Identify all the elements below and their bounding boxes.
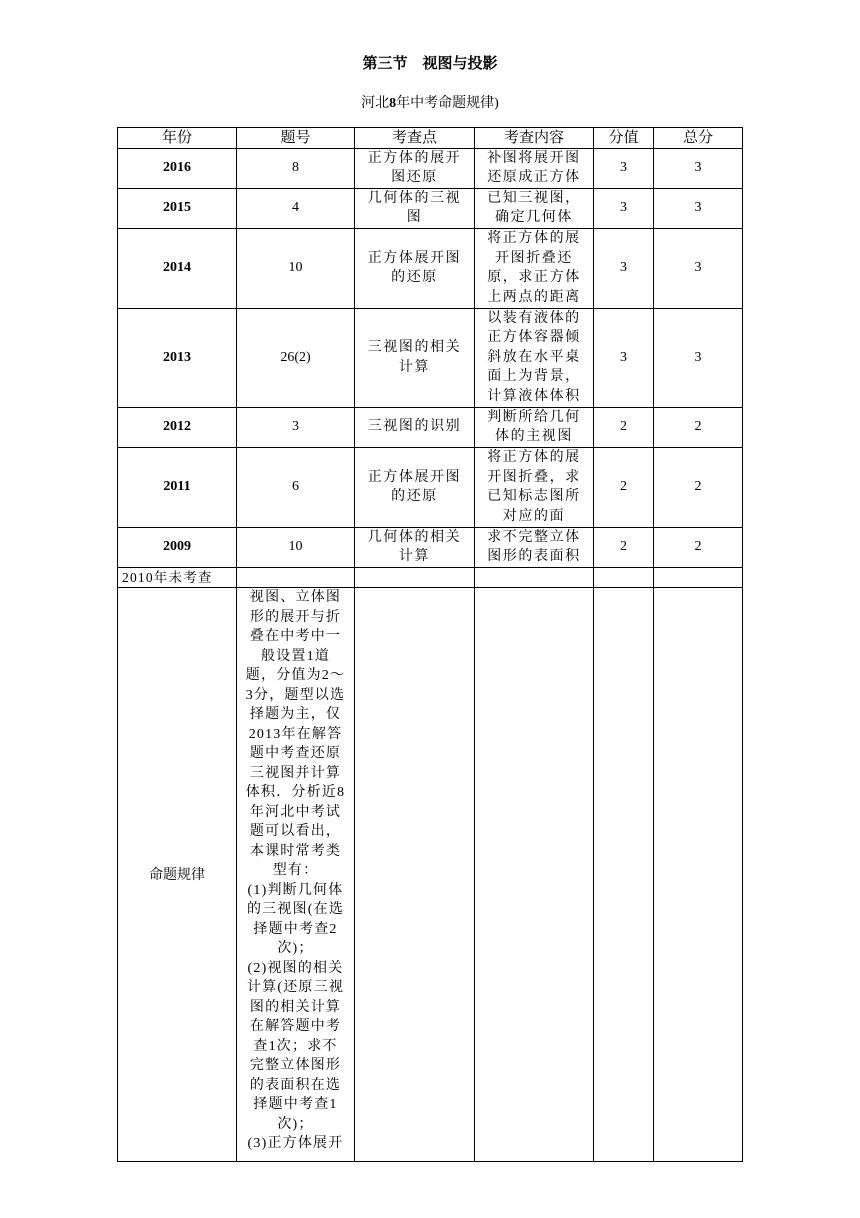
empty-cell xyxy=(355,567,475,588)
rule-text-line: 叠在中考中一 xyxy=(249,629,342,644)
score-cell: 3 xyxy=(594,228,654,308)
content-cell xyxy=(475,228,594,308)
number-cell: 10 xyxy=(237,527,355,567)
content-line: 原，求正方体 xyxy=(487,270,581,285)
empty-cell xyxy=(237,567,355,588)
col-header-score: 分值 xyxy=(594,128,654,149)
col-header-number: 题号 xyxy=(237,128,355,149)
point-line: 正方体展开图 xyxy=(367,250,462,266)
point-line: 计算 xyxy=(398,359,431,375)
rule-text-line: 形的展开与折 xyxy=(249,609,342,625)
rule-text-line: 的表面积在选 xyxy=(249,1077,342,1093)
content-line: 求不完整立体 xyxy=(487,529,581,545)
content-line: 确定几何体 xyxy=(495,210,573,225)
total-cell: 3 xyxy=(654,308,743,407)
content-line: 正方体容器倾 xyxy=(487,330,581,346)
rule-text-line: 次)； xyxy=(277,941,314,956)
table-row xyxy=(118,527,743,567)
rule-text-line: 本课时常考类 xyxy=(249,843,342,859)
table-row xyxy=(118,148,743,188)
score-cell: 2 xyxy=(594,407,654,447)
subtitle-number: 8 xyxy=(389,96,397,111)
number-cell: 6 xyxy=(237,447,355,527)
number-cell: 26(2) xyxy=(237,308,355,407)
table-row xyxy=(118,308,743,407)
point-line: 正方体展开图 xyxy=(367,469,462,485)
content-line: 已知标志图所 xyxy=(487,489,581,504)
point-line: 三视图的识别 xyxy=(367,419,462,435)
point-line: 几何体的三视 xyxy=(367,190,462,206)
empty-cell xyxy=(355,588,475,1162)
content-line: 开图折叠还 xyxy=(495,250,573,266)
table-row xyxy=(118,407,743,447)
total-cell: 2 xyxy=(654,447,743,527)
content-line: 计算液体体积 xyxy=(487,388,581,404)
point-cell xyxy=(355,308,475,407)
table-row xyxy=(118,447,743,527)
rule-text-line: 计算(还原三视 xyxy=(246,980,345,995)
content-line: 图形的表面积 xyxy=(487,549,581,564)
empty-cell xyxy=(475,588,594,1162)
content-cell xyxy=(475,188,594,228)
score-cell: 2 xyxy=(594,447,654,527)
year-cell: 2014 xyxy=(118,228,237,308)
rule-text-line: 视图、立体图 xyxy=(249,590,342,605)
total-cell: 3 xyxy=(654,228,743,308)
score-cell: 2 xyxy=(594,527,654,567)
content-line: 斜放在水平桌 xyxy=(487,349,581,365)
rule-text-line: 般设置1道 xyxy=(261,648,330,664)
content-cell xyxy=(475,527,594,567)
number-cell: 3 xyxy=(237,407,355,447)
rule-text-line: 的三视图(在选 xyxy=(246,902,345,917)
rule-text-line: 题可以看出， xyxy=(249,824,342,839)
rule-label-cell: 命题规律 xyxy=(118,588,237,1162)
rule-text-line: (1)判断几何体 xyxy=(247,882,344,898)
rule-text-line: 次)； xyxy=(277,1116,314,1132)
table-row xyxy=(118,228,743,308)
rule-text-line: 完整立体图形 xyxy=(249,1058,342,1073)
rule-text-line: 题中考查还原 xyxy=(249,746,342,761)
score-cell: 3 xyxy=(594,308,654,407)
rule-text-line: 型有： xyxy=(272,863,319,878)
score-cell: 3 xyxy=(594,148,654,188)
content-line: 以装有液体的 xyxy=(487,310,581,326)
rule-text-line: (2)视图的相关 xyxy=(247,960,344,976)
empty-cell xyxy=(594,567,654,588)
rule-text-line: 3分，题型以选 xyxy=(245,687,346,703)
rule-text-line: 年河北中考试 xyxy=(249,804,342,820)
year-cell: 2009 xyxy=(118,527,237,567)
point-line: 图还原 xyxy=(391,170,438,185)
content-line: 还原成正方体 xyxy=(487,170,581,185)
total-cell: 3 xyxy=(654,148,743,188)
table-row xyxy=(118,188,743,228)
point-line: 图 xyxy=(406,210,423,225)
content-line: 对应的面 xyxy=(502,508,566,524)
section-title: 第三节 视图与投影 xyxy=(362,55,498,72)
point-line: 几何体的相关 xyxy=(367,529,462,545)
score-cell: 3 xyxy=(594,188,654,228)
content-line: 将正方体的展 xyxy=(487,450,581,465)
col-header-year: 年份 xyxy=(118,128,237,149)
number-cell: 10 xyxy=(237,228,355,308)
rule-text-line: 择题为主，仅 xyxy=(249,707,342,722)
exam-pattern-table xyxy=(117,127,743,1162)
subtitle-suffix: 年中考命题规律) xyxy=(396,96,499,111)
point-line: 的还原 xyxy=(391,270,438,285)
rule-text-cell xyxy=(237,588,355,1162)
content-cell xyxy=(475,407,594,447)
rule-text-line: 查1次；求不 xyxy=(253,1038,338,1054)
year-cell: 2016 xyxy=(118,148,237,188)
rule-text-line: 题，分值为2～ xyxy=(245,668,346,683)
empty-cell xyxy=(654,567,743,588)
col-header-content: 考查内容 xyxy=(475,128,594,149)
col-header-total: 总分 xyxy=(654,128,743,149)
year-cell: 2015 xyxy=(118,188,237,228)
point-cell xyxy=(355,447,475,527)
table-header-row xyxy=(118,128,743,149)
point-cell xyxy=(355,407,475,447)
point-line: 计算 xyxy=(398,549,431,564)
content-line: 判断所给几何 xyxy=(487,409,581,425)
content-line: 上两点的距离 xyxy=(487,289,581,305)
point-line: 的还原 xyxy=(391,489,438,504)
number-cell: 4 xyxy=(237,188,355,228)
rule-text-line: (3)正方体展开 xyxy=(247,1136,344,1151)
empty-cell xyxy=(654,588,743,1162)
rule-text-line: 在解答题中考 xyxy=(249,1019,342,1034)
rule-text-line: 图的相关计算 xyxy=(249,999,342,1015)
rule-text-line: 择题中考查1 xyxy=(253,1097,338,1112)
rule-text-line: 体积．分析近8 xyxy=(245,785,346,800)
rule-text-line: 三视图并计算 xyxy=(249,765,342,781)
point-cell xyxy=(355,228,475,308)
content-line: 体的主视图 xyxy=(495,429,573,444)
content-line: 面上为背景， xyxy=(487,369,581,385)
year-cell: 2011 xyxy=(118,447,237,527)
number-cell: 8 xyxy=(237,148,355,188)
rule-text-line: 择题中考查2 xyxy=(253,921,338,937)
content-cell xyxy=(475,148,594,188)
total-cell: 2 xyxy=(654,527,743,567)
note-cell: 2010年未考查 xyxy=(118,567,237,588)
subtitle-prefix: 河北 xyxy=(361,96,390,111)
section-subtitle xyxy=(0,92,860,112)
content-line: 补图将展开图 xyxy=(487,150,581,166)
rule-row xyxy=(118,588,743,1162)
content-cell xyxy=(475,447,594,527)
point-line: 三视图的相关 xyxy=(367,340,462,355)
note-row xyxy=(118,567,743,588)
point-cell xyxy=(355,148,475,188)
content-line: 开图折叠，求 xyxy=(487,469,581,485)
content-line: 已知三视图， xyxy=(487,190,581,206)
year-cell: 2012 xyxy=(118,407,237,447)
point-cell xyxy=(355,527,475,567)
rule-text-line: 2013年在解答 xyxy=(248,726,343,742)
empty-cell xyxy=(475,567,594,588)
total-cell: 3 xyxy=(654,188,743,228)
point-line: 正方体的展开 xyxy=(367,150,462,166)
total-cell: 2 xyxy=(654,407,743,447)
point-cell xyxy=(355,188,475,228)
year-cell: 2013 xyxy=(118,308,237,407)
empty-cell xyxy=(594,588,654,1162)
content-cell xyxy=(475,308,594,407)
content-line: 将正方体的展 xyxy=(487,231,581,246)
col-header-point: 考查点 xyxy=(355,128,475,149)
